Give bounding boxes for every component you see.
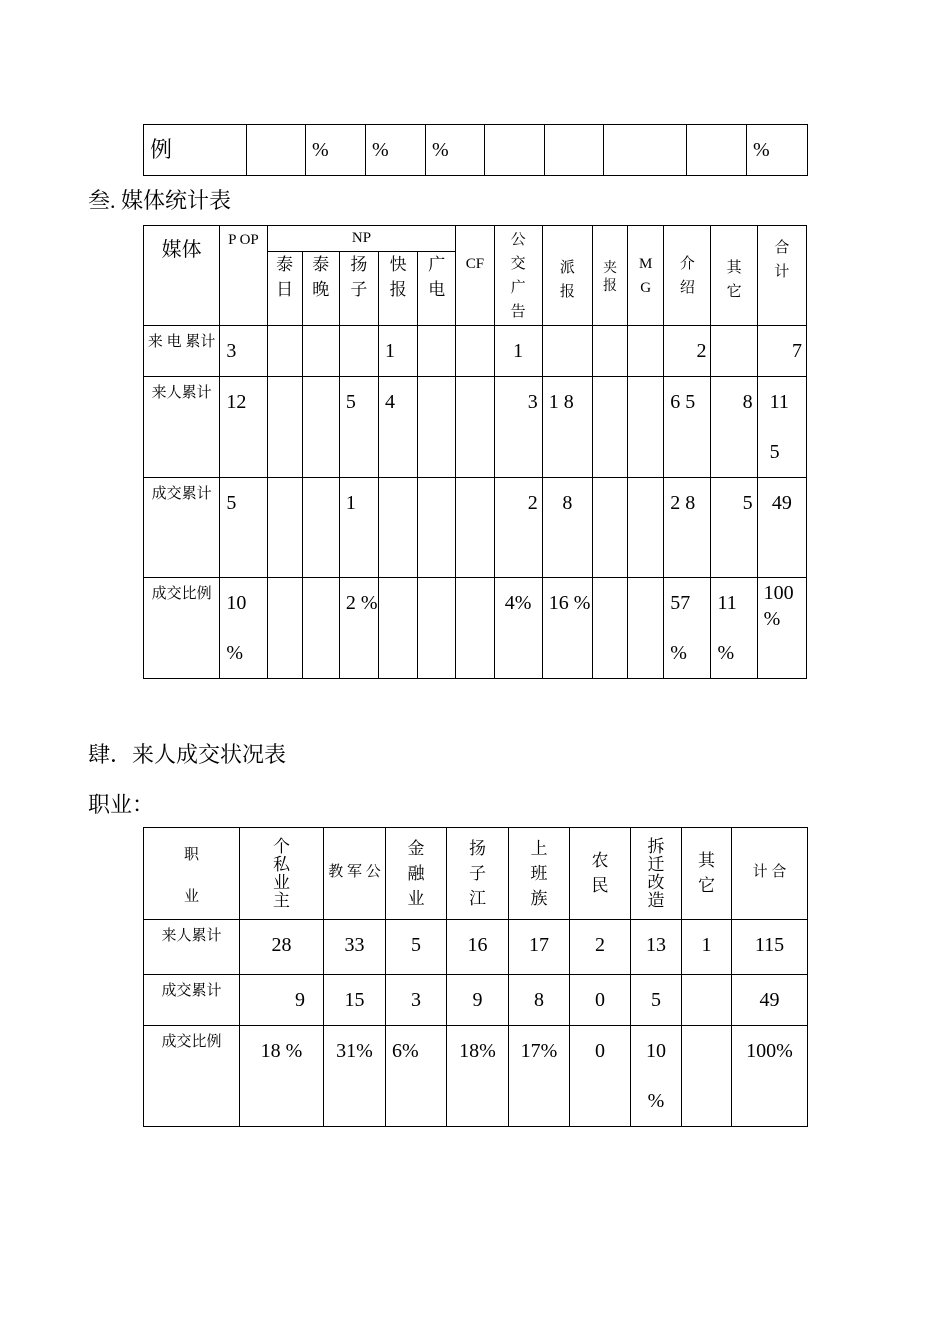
media-cell	[628, 377, 664, 478]
media-cell: 11 %	[711, 578, 757, 679]
media-cell	[456, 377, 494, 478]
media-cell: 2	[664, 326, 711, 377]
occupation-cell: 28	[240, 920, 324, 975]
media-cell: 1	[494, 326, 542, 377]
occupation-header: 拆迁改造	[647, 837, 665, 910]
occupation-cell: 0	[570, 1026, 631, 1127]
occupation-cell: 5	[631, 975, 682, 1026]
header-jiabao: 夹报	[603, 261, 618, 294]
occupation-header: 农 民	[591, 851, 609, 895]
media-cell: 12	[220, 377, 267, 478]
occupation-cell: 3	[386, 975, 447, 1026]
section4-subtitle: 职业：	[88, 792, 155, 817]
media-cell: 16 %	[542, 578, 592, 679]
media-cell	[592, 377, 627, 478]
occupation-cell: 18 %	[240, 1026, 324, 1127]
top-row-cell	[687, 125, 747, 176]
media-cell	[456, 578, 494, 679]
occupation-header: 计 合	[732, 828, 808, 920]
occupation-cell: 2	[570, 920, 631, 975]
header-heji: 合计	[774, 240, 790, 280]
media-cell	[456, 478, 494, 578]
occupation-cell: 49	[732, 975, 808, 1026]
top-row-label: 例	[144, 125, 247, 176]
occupation-header: 其 它	[698, 851, 715, 895]
occupation-cell: 0	[570, 975, 631, 1026]
top-row-cell	[247, 125, 306, 176]
media-cell: 7	[757, 326, 806, 377]
header-np-sub: 扬子	[350, 255, 368, 299]
media-cell: 2 %	[339, 578, 378, 679]
media-cell: 2 8	[664, 478, 711, 578]
occupation-cell: 31%	[324, 1026, 386, 1127]
media-cell	[302, 578, 339, 679]
occupation-cell: 33	[324, 920, 386, 975]
occupation-header: 教 军 公	[324, 828, 386, 920]
header-pop: P OP	[220, 226, 267, 326]
occupation-cell: 115	[732, 920, 808, 975]
media-cell	[711, 326, 757, 377]
media-corner-header: 媒体	[144, 226, 220, 326]
row-label: 来人累计	[144, 920, 240, 975]
occupation-cell: 5	[386, 920, 447, 975]
header-np-sub: 泰晚	[312, 255, 330, 299]
media-cell	[379, 478, 418, 578]
occupation-cell: 6%	[386, 1026, 447, 1127]
media-cell	[267, 478, 302, 578]
header-qita: 其它	[726, 260, 742, 300]
media-cell	[418, 377, 456, 478]
top-row-cell	[604, 125, 687, 176]
top-row-cell: %	[426, 125, 485, 176]
header-paibao: 派报	[559, 260, 575, 300]
media-cell	[592, 578, 627, 679]
occupation-cell: 17	[509, 920, 570, 975]
media-cell	[628, 578, 664, 679]
occupation-cell: 1	[682, 920, 732, 975]
header-np-sub: 泰日	[276, 255, 294, 299]
row-label: 成交比例	[144, 578, 220, 679]
media-cell	[418, 326, 456, 377]
media-cell	[418, 578, 456, 679]
media-cell	[267, 326, 302, 377]
top-row-cell: %	[366, 125, 426, 176]
row-label: 成交比例	[144, 1026, 240, 1127]
media-cell: 3	[494, 377, 542, 478]
media-cell: 10 %	[220, 578, 267, 679]
media-cell: 11 5	[757, 377, 806, 478]
occupation-cell: 100%	[732, 1026, 808, 1127]
occupation-header: 上 班 族	[530, 839, 548, 908]
occupation-cell	[682, 1026, 732, 1127]
media-cell	[542, 326, 592, 377]
media-stats-table	[143, 225, 807, 679]
header-bus: 公交广告	[510, 232, 526, 320]
top-row-cell	[485, 125, 545, 176]
section3-title: 叁. 媒体统计表	[88, 188, 232, 213]
media-cell: 3	[220, 326, 267, 377]
media-cell: 6 5	[664, 377, 711, 478]
media-cell	[418, 478, 456, 578]
occupation-cell: 15	[324, 975, 386, 1026]
media-cell: 8	[542, 478, 592, 578]
section4-title: 肆．来人成交状况表	[88, 742, 287, 767]
occupation-cell: 10 %	[631, 1026, 682, 1127]
occupation-header: 个私业主	[273, 837, 290, 910]
header-np: NP	[267, 226, 456, 252]
media-cell: 1 8	[542, 377, 592, 478]
occupation-table	[143, 827, 808, 1127]
media-cell	[592, 326, 627, 377]
occupation-header: 金 融 业	[407, 839, 425, 908]
media-cell: 5	[339, 377, 378, 478]
media-cell	[302, 326, 339, 377]
occupation-cell: 16	[447, 920, 509, 975]
occupation-header: 扬 子 江	[469, 839, 486, 908]
occupation-cell: 9	[447, 975, 509, 1026]
media-cell: 5	[711, 478, 757, 578]
media-cell: 100 %	[757, 578, 806, 679]
occupation-cell: 8	[509, 975, 570, 1026]
top-row-cell: %	[747, 125, 808, 176]
media-cell	[628, 478, 664, 578]
media-cell: 4	[379, 377, 418, 478]
media-cell: 1	[339, 478, 378, 578]
media-cell: 8	[711, 377, 757, 478]
media-cell: 5	[220, 478, 267, 578]
header-cf: CF	[456, 226, 494, 326]
row-label: 来 电 累计	[144, 326, 220, 377]
header-np-sub: 广电	[428, 255, 446, 299]
media-cell	[302, 377, 339, 478]
media-cell	[267, 578, 302, 679]
media-cell: 2	[494, 478, 542, 578]
row-label: 来人累计	[144, 377, 220, 478]
row-label: 成交累计	[144, 478, 220, 578]
occupation-cell	[682, 975, 732, 1026]
media-cell	[302, 478, 339, 578]
top-row-cell	[545, 125, 604, 176]
media-cell: 49	[757, 478, 806, 578]
media-cell	[267, 377, 302, 478]
occupation-cell: 13	[631, 920, 682, 975]
row-label: 成交累计	[144, 975, 240, 1026]
occupation-cell: 9	[240, 975, 324, 1026]
header-np-sub: 快报	[389, 255, 407, 299]
media-cell	[379, 578, 418, 679]
occupation-cell: 18%	[447, 1026, 509, 1127]
occupation-corner-header: 职 业	[184, 847, 200, 905]
top-row-cell: %	[306, 125, 366, 176]
media-cell: 4%	[494, 578, 542, 679]
media-cell: 1	[379, 326, 418, 377]
occupation-cell: 17%	[509, 1026, 570, 1127]
media-cell	[628, 326, 664, 377]
media-cell	[456, 326, 494, 377]
media-cell	[592, 478, 627, 578]
media-cell: 57 %	[664, 578, 711, 679]
media-cell	[339, 326, 378, 377]
header-jieshao: 介绍	[679, 256, 695, 296]
header-mg: MG	[639, 256, 653, 296]
top-fragment-table	[143, 124, 808, 176]
